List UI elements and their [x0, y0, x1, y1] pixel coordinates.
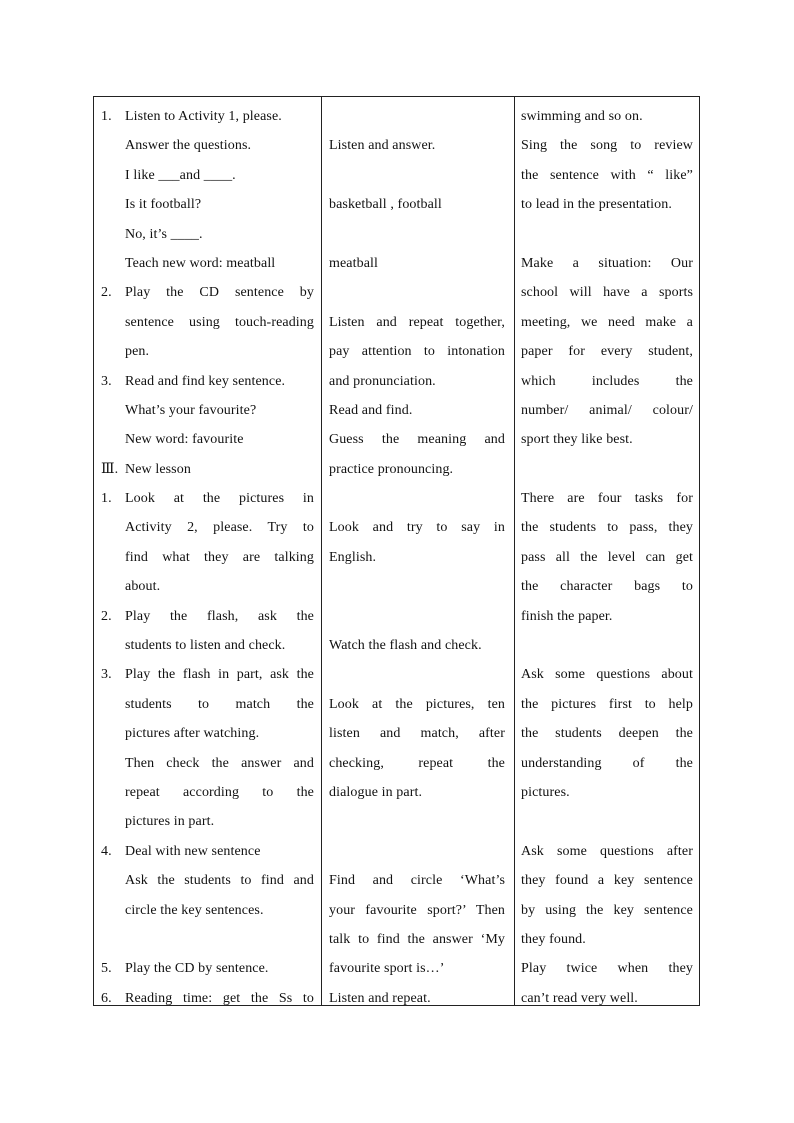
- line-text: Look at the pictures in: [125, 491, 314, 507]
- table-line: [101, 778, 314, 807]
- line-text: repeat according to the: [125, 784, 314, 800]
- teacher-activity-cell: [101, 102, 314, 1013]
- table-line: [101, 396, 314, 425]
- table-line: [329, 837, 505, 866]
- table-line: English.: [329, 549, 377, 565]
- table-line: [101, 925, 314, 954]
- table-line: [101, 631, 314, 660]
- table-line: Play twice when they: [521, 961, 693, 977]
- table-line: [101, 749, 314, 778]
- table-line: Listen and repeat.: [329, 990, 431, 1006]
- item-number: 6.: [101, 990, 112, 1006]
- design-purpose-column: [515, 97, 701, 1005]
- line-text: No, it’s ____.: [125, 226, 203, 242]
- table-line: Guess the meaning and: [329, 432, 505, 448]
- line-text: What’s your favourite?: [125, 402, 257, 418]
- table-line: [329, 278, 505, 307]
- table-line: [101, 337, 314, 366]
- item-number: 1.: [101, 109, 112, 124]
- table-line: Read and find.: [329, 402, 413, 418]
- table-line: [329, 161, 505, 190]
- table-line: pictures.: [521, 784, 570, 800]
- table-line: [329, 660, 505, 689]
- line-text: Reading time: get the Ss to: [125, 990, 314, 1006]
- table-line: [101, 161, 314, 190]
- line-text: Ask the students to find and: [125, 873, 314, 889]
- table-line: Look and try to say in: [329, 520, 505, 536]
- teacher-activity-column: [94, 97, 321, 1005]
- table-line: [101, 543, 314, 572]
- table-line: [329, 484, 505, 513]
- line-text: New lesson: [125, 461, 191, 477]
- line-text: find what they are talking: [125, 549, 314, 565]
- table-line: [101, 984, 314, 1013]
- line-text: New word: favourite: [125, 432, 244, 448]
- line-text: Then check the answer and: [125, 755, 314, 771]
- item-number: 4.: [101, 843, 112, 859]
- table-line: checking, repeat the: [329, 755, 505, 771]
- table-line: Watch the flash and check.: [329, 638, 482, 654]
- table-line: [101, 690, 314, 719]
- line-text: I like ___and ____.: [125, 167, 236, 183]
- table-line: [101, 602, 314, 631]
- line-text: students to match the: [125, 696, 314, 712]
- table-line: [101, 455, 314, 484]
- table-line: to lead in the presentation.: [521, 197, 672, 213]
- table-line: which includes the: [521, 373, 693, 389]
- table-line: Look at the pictures, ten: [329, 696, 505, 712]
- line-text: students to listen and check.: [125, 638, 286, 654]
- item-number: 1.: [101, 491, 112, 507]
- table-line: they found a key sentence: [521, 873, 693, 889]
- table-line: [329, 220, 505, 249]
- line-text: Play the flash, ask the: [125, 608, 314, 624]
- table-line: [101, 513, 314, 542]
- table-line: paper for every student,: [521, 344, 693, 360]
- item-number: Ⅲ.: [101, 461, 119, 477]
- table-line: [101, 719, 314, 748]
- table-line: [521, 455, 693, 484]
- table-line: [329, 102, 505, 131]
- table-line: by using the key sentence: [521, 902, 693, 918]
- table-line: finish the paper.: [521, 608, 613, 624]
- line-text: Listen to Activity 1, please.: [125, 109, 282, 124]
- table-line: number/ animal/ colour/: [521, 402, 693, 418]
- table-line: the pictures first to help: [521, 696, 693, 712]
- line-text: pictures in part.: [125, 814, 215, 830]
- table-line: meeting, we need make a: [521, 314, 693, 330]
- table-line: [329, 807, 505, 836]
- table-line: [521, 220, 693, 249]
- table-line: [101, 131, 314, 160]
- line-text: Play the CD by sentence.: [125, 961, 269, 977]
- table-line: [101, 896, 314, 925]
- student-activity-column: [322, 97, 514, 1005]
- table-line: [101, 660, 314, 689]
- table-line: your favourite sport?’ Then: [329, 902, 505, 918]
- line-text: Deal with new sentence: [125, 843, 261, 859]
- table-line: listen and match, after: [329, 726, 505, 742]
- table-line: pass all the level can get: [521, 549, 693, 565]
- line-text: sentence using touch-reading: [125, 314, 314, 330]
- line-text: Play the flash in part, ask the: [125, 667, 314, 683]
- table-line: dialogue in part.: [329, 784, 423, 800]
- table-line: talk to find the answer ‘My: [329, 931, 505, 947]
- table-line: [101, 572, 314, 601]
- table-line: [101, 190, 314, 219]
- design-purpose-cell: [521, 102, 693, 1013]
- table-line: Ask some questions about: [521, 667, 693, 683]
- line-text: circle the key sentences.: [125, 902, 264, 918]
- table-line: understanding of the: [521, 755, 693, 771]
- table-line: [101, 484, 314, 513]
- table-line: [521, 631, 693, 660]
- table-line: the students deepen the: [521, 726, 693, 742]
- table-line: basketball , football: [329, 197, 442, 213]
- item-number: 5.: [101, 961, 112, 977]
- table-line: can’t read very well.: [521, 990, 638, 1006]
- line-text: pen.: [125, 344, 150, 360]
- table-line: [101, 837, 314, 866]
- item-number: 2.: [101, 285, 112, 301]
- table-line: swimming and so on.: [521, 109, 643, 124]
- table-line: [101, 278, 314, 307]
- table-line: Ask some questions after: [521, 843, 693, 859]
- table-line: school will have a sports: [521, 285, 693, 301]
- line-text: about.: [125, 579, 161, 595]
- line-text: pictures after watching.: [125, 726, 260, 742]
- table-line: Find and circle ‘What’s: [329, 873, 505, 889]
- line-text: [125, 925, 314, 954]
- table-line: favourite sport is…’: [329, 961, 445, 977]
- table-line: [101, 425, 314, 454]
- line-text: Play the CD sentence by: [125, 285, 314, 301]
- table-line: [329, 572, 505, 601]
- table-line: [329, 602, 505, 631]
- item-number: 3.: [101, 373, 112, 389]
- table-line: [101, 249, 314, 278]
- table-line: and pronunciation.: [329, 373, 436, 389]
- table-line: practice pronouncing.: [329, 461, 454, 477]
- line-text: Is it football?: [125, 197, 202, 213]
- line-text: Answer the questions.: [125, 138, 252, 154]
- table-line: they found.: [521, 931, 586, 947]
- table-line: pay attention to intonation: [329, 344, 505, 360]
- table-line: the character bags to: [521, 579, 693, 595]
- table-line: There are four tasks for: [521, 491, 693, 507]
- table-line: Make a situation: Our: [521, 255, 693, 271]
- table-line: sport they like best.: [521, 432, 633, 448]
- item-number: 3.: [101, 667, 112, 683]
- table-line: [101, 367, 314, 396]
- table-line: [101, 866, 314, 895]
- line-text: Read and find key sentence.: [125, 373, 286, 389]
- table-line: Listen and answer.: [329, 138, 436, 154]
- line-text: Teach new word: meatball: [125, 255, 276, 271]
- table-line: [101, 954, 314, 983]
- line-text: Activity 2, please. Try to: [125, 520, 314, 536]
- table-line: [101, 220, 314, 249]
- table-line: [521, 807, 693, 836]
- item-number: 2.: [101, 608, 112, 624]
- table-line: Listen and repeat together,: [329, 314, 505, 330]
- student-activity-cell: [329, 102, 505, 1013]
- table-line: [101, 807, 314, 836]
- table-line: the sentence with “ like”: [521, 167, 693, 183]
- table-line: meatball: [329, 255, 379, 271]
- lesson-plan-table: [93, 96, 700, 1006]
- table-line: [101, 308, 314, 337]
- table-line: the students to pass, they: [521, 520, 693, 536]
- table-line: Sing the song to review: [521, 138, 693, 154]
- table-line: [101, 102, 314, 131]
